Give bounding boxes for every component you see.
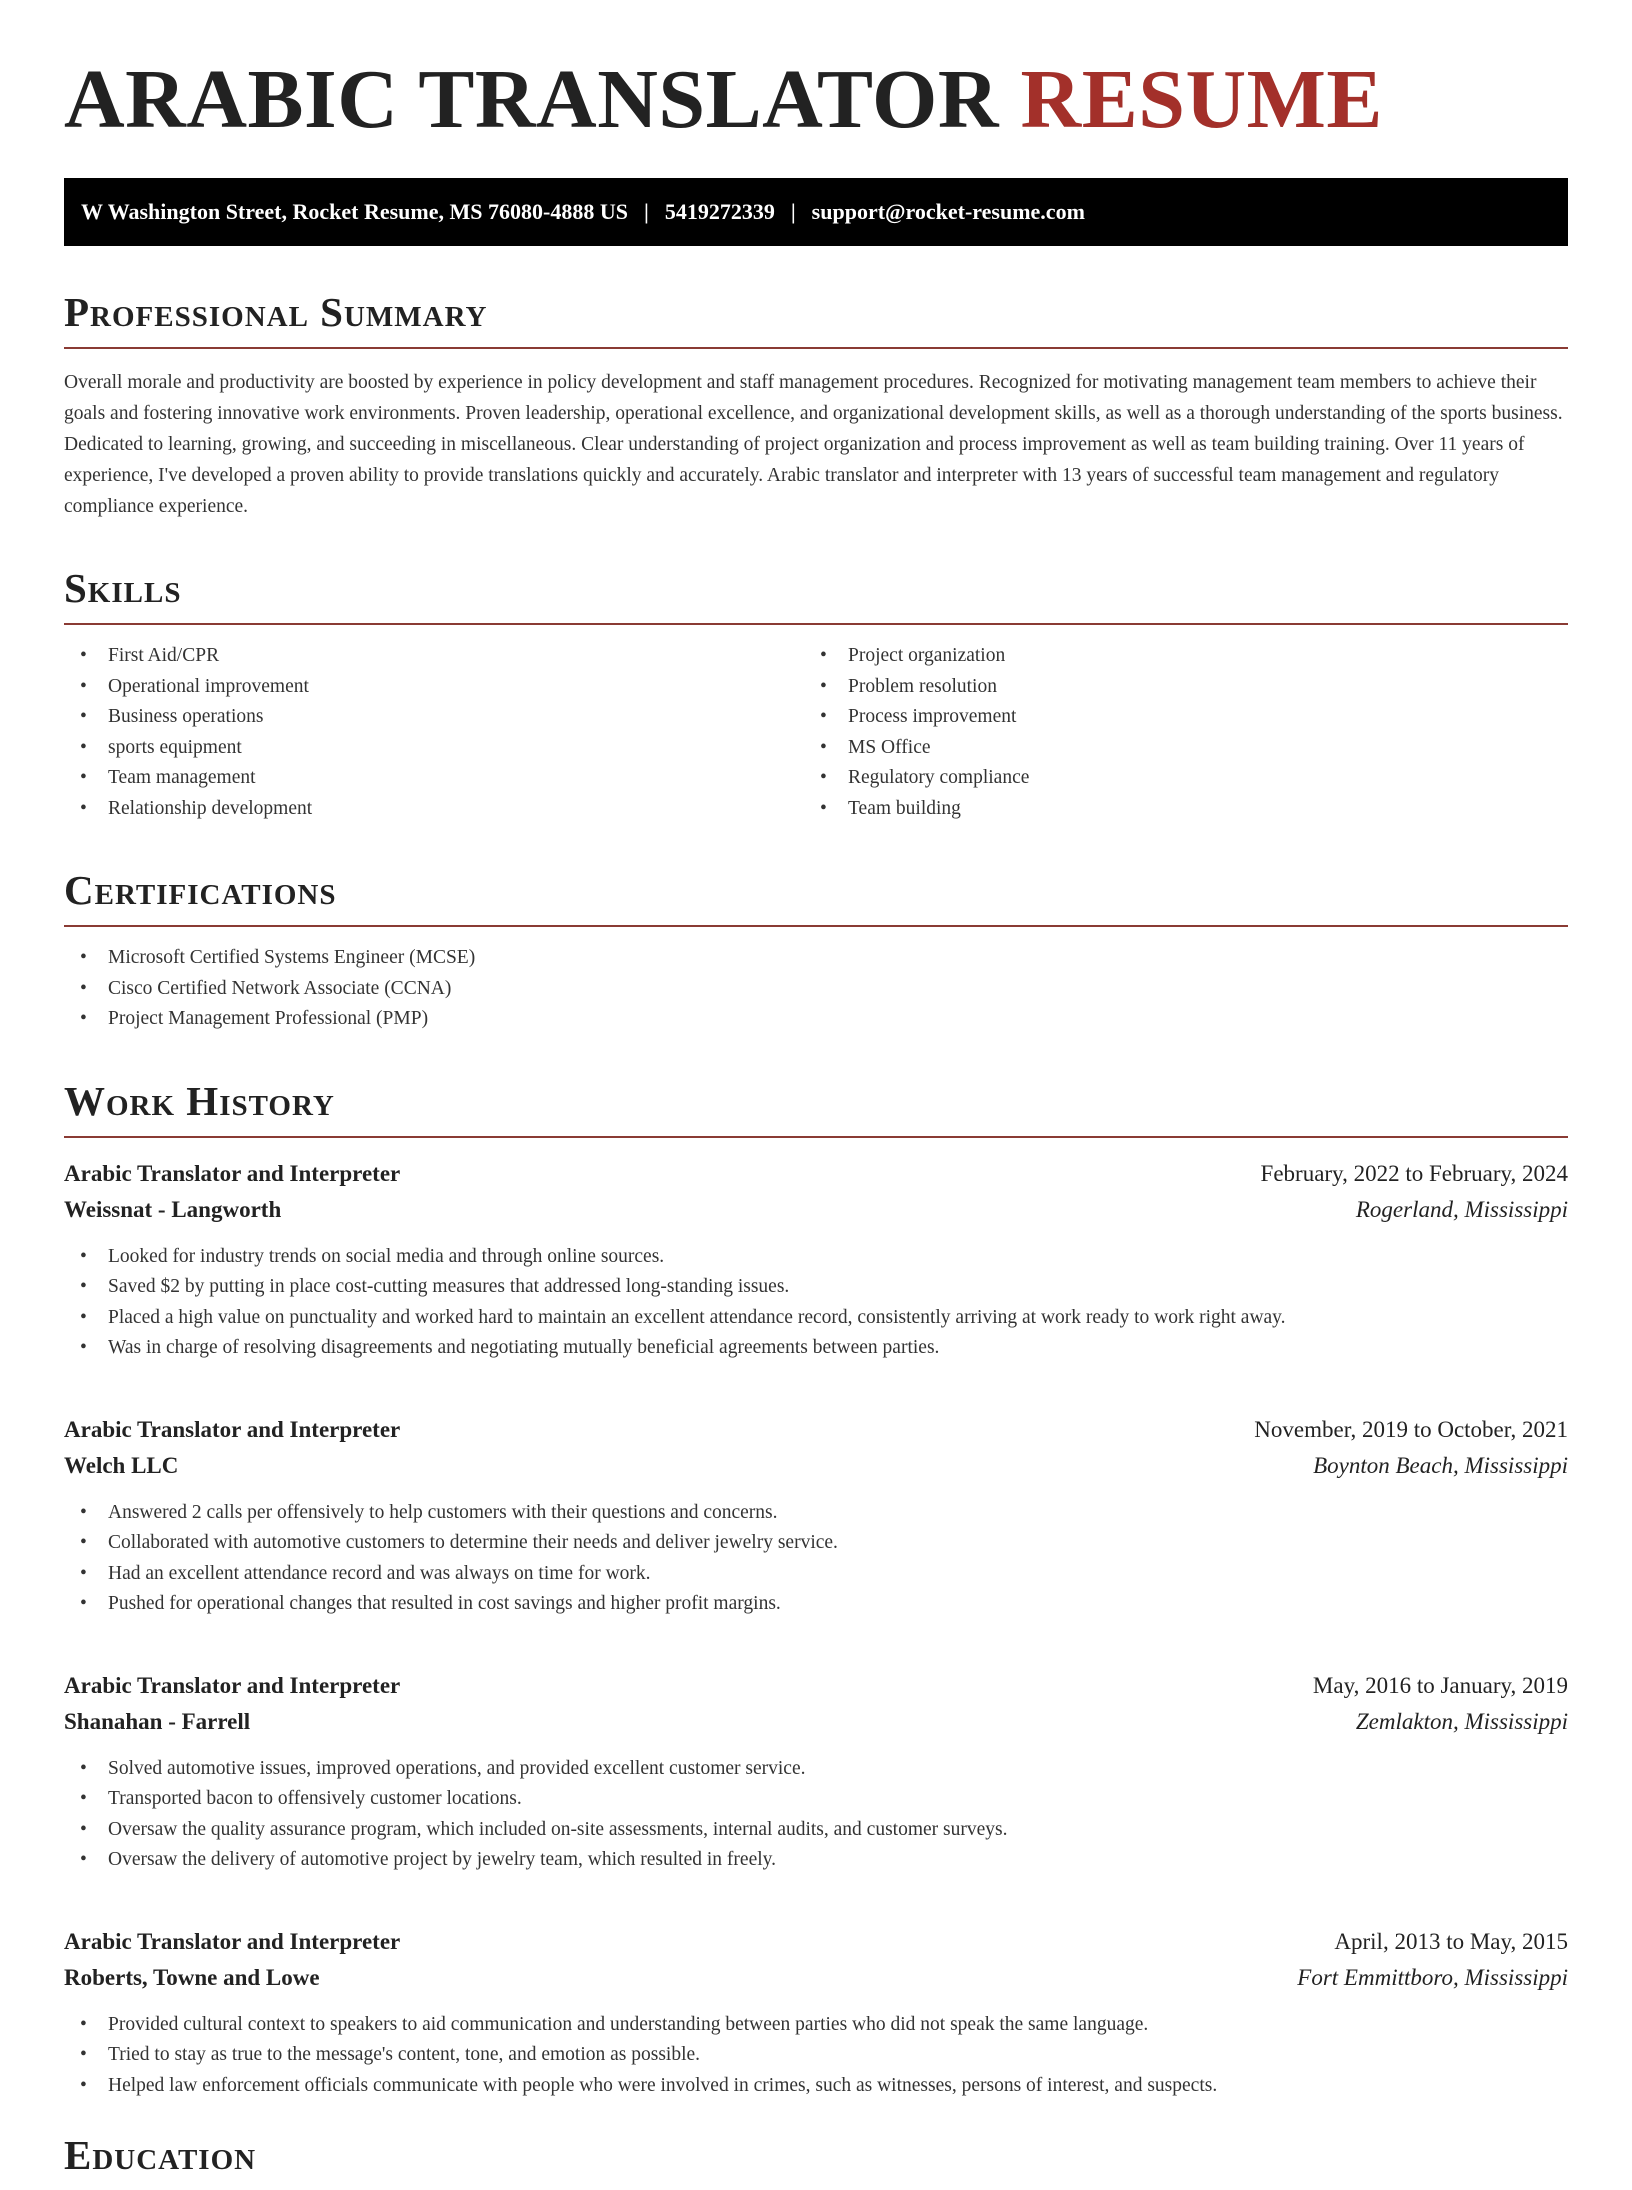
skills-list-left	[64, 641, 804, 824]
skills-list-right	[804, 641, 1544, 824]
contact-separator: |	[790, 199, 796, 224]
title-accent: RESUME	[1020, 53, 1383, 146]
education-heading: Education	[64, 2132, 257, 2178]
job-title: Arabic Translator and Interpreter	[64, 1672, 401, 1698]
summary-heading: Professional Summary	[64, 292, 1568, 349]
job-title: Arabic Translator and Interpreter	[64, 1416, 401, 1442]
skill-item: • Business operations	[64, 702, 804, 733]
job-location: Rogerland, Mississippi	[1355, 1196, 1568, 1222]
job-header-row	[64, 1412, 1568, 1448]
job-bullet: • Collaborated with automotive customers to determine their needs and deliver jewelry service.	[64, 1528, 1568, 1559]
job-header-row	[64, 1668, 1568, 1704]
job-bullets	[64, 1242, 1568, 1364]
job-bullet: • Transported bacon to offensively customer locations.	[64, 1784, 1568, 1815]
contact-separator: |	[643, 199, 649, 224]
job-dates: February, 2022 to February, 2024	[1260, 1160, 1568, 1186]
contact-email: support@rocket-resume.com	[811, 199, 1085, 224]
job-bullet: • Looked for industry trends on social media and through online sources.	[64, 1242, 1568, 1273]
job-company-row	[64, 1960, 1568, 1996]
resume-title	[64, 53, 1568, 146]
contact-phone: 5419272339	[664, 199, 775, 224]
job-bullets	[64, 1498, 1568, 1620]
job-company: Welch LLC	[64, 1452, 179, 1478]
job-title: Arabic Translator and Interpreter	[64, 1160, 401, 1186]
certification-item: • Project Management Professional (PMP)	[64, 1004, 1568, 1035]
job-bullet: • Helped law enforcement officials communicate with people who were involved in crimes, such as witnesses, persons of interest, and suspects.	[64, 2071, 1568, 2102]
skill-item: • Team building	[804, 794, 1544, 825]
skill-item: • Relationship development	[64, 794, 804, 825]
job-dates: April, 2013 to May, 2015	[1334, 1928, 1568, 1954]
job-location: Zemlakton, Mississippi	[1355, 1708, 1568, 1734]
job-bullets	[64, 2010, 1568, 2102]
resume-page	[64, 0, 1568, 2190]
job-bullet: • Placed a high value on punctuality and worked hard to maintain an excellent attendance record, consistently arriving at work ready to work right away.	[64, 1303, 1568, 1334]
job-location: Boynton Beach, Mississippi	[1313, 1452, 1568, 1478]
job-company: Roberts, Towne and Lowe	[64, 1964, 320, 1990]
skill-item: • Project organization	[804, 641, 1544, 672]
contact-bar	[64, 178, 1568, 246]
job-entry	[64, 1412, 1568, 1620]
job-entry	[64, 1924, 1568, 2102]
job-header-row	[64, 1156, 1568, 1192]
job-entry	[64, 1156, 1568, 1364]
job-company-row	[64, 1448, 1568, 1484]
skill-item: • Operational improvement	[64, 672, 804, 703]
job-bullet: • Oversaw the delivery of automotive project by jewelry team, which resulted in freely.	[64, 1845, 1568, 1876]
job-bullet: • Pushed for operational changes that resulted in cost savings and higher profit margins.	[64, 1589, 1568, 1620]
skills-heading: Skills	[64, 568, 1568, 625]
title-main: ARABIC TRANSLATOR	[64, 53, 1000, 146]
job-bullets	[64, 1754, 1568, 1876]
job-bullet: • Answered 2 calls per offensively to help customers with their questions and concerns.	[64, 1498, 1568, 1529]
job-entry	[64, 1668, 1568, 1876]
skill-item: • Problem resolution	[804, 672, 1544, 703]
job-company-row	[64, 1192, 1568, 1228]
job-title: Arabic Translator and Interpreter	[64, 1928, 401, 1954]
skill-item: • Team management	[64, 763, 804, 794]
job-bullet: • Oversaw the quality assurance program, which included on-site assessments, internal audits, and customer surveys.	[64, 1815, 1568, 1846]
job-dates: May, 2016 to January, 2019	[1312, 1672, 1568, 1698]
job-company-row	[64, 1704, 1568, 1740]
job-bullet: • Was in charge of resolving disagreements and negotiating mutually beneficial agreements between parties.	[64, 1333, 1568, 1364]
work-history-heading: Work History	[64, 1081, 1568, 1138]
summary-text: Overall morale and productivity are boosted by experience in policy development and staff management procedures. Recognized for motivating management team members to achieve their goals and fostering innovative work environments. Proven leadership, operational excellence, and organizational development skills, as well as a thorough understanding of the sports business. Dedicated to learning, growing, and succeeding in miscellaneous. Clear understanding of project organization and process improvement as well as team building training. Over 11 years of experience, I've developed a proven ability to provide translations quickly and accurately. Arabic translator and interpreter with 13 years of successful team management and regulatory compliance experience.	[64, 372, 1563, 517]
job-dates: November, 2019 to October, 2021	[1254, 1416, 1568, 1442]
job-bullet: • Solved automotive issues, improved operations, and provided excellent customer service.	[64, 1754, 1568, 1785]
job-bullet: • Had an excellent attendance record and was always on time for work.	[64, 1559, 1568, 1590]
job-header-row	[64, 1924, 1568, 1960]
certification-item: • Microsoft Certified Systems Engineer (MCSE)	[64, 943, 1568, 974]
skills-grid	[64, 641, 1568, 824]
job-company: Shanahan - Farrell	[64, 1708, 251, 1734]
job-location: Fort Emmittboro, Mississippi	[1297, 1964, 1568, 1990]
skill-item: • MS Office	[804, 733, 1544, 764]
job-bullet: • Provided cultural context to speakers to aid communication and understanding between parties who did not speak the same language.	[64, 2010, 1568, 2041]
skill-item: • First Aid/CPR	[64, 641, 804, 672]
job-company: Weissnat - Langworth	[64, 1196, 282, 1222]
skill-item: • sports equipment	[64, 733, 804, 764]
certifications-heading: Certifications	[64, 870, 1568, 927]
contact-address: W Washington Street, Rocket Resume, MS 76080-4888 US	[81, 199, 628, 224]
job-bullet: • Tried to stay as true to the message's content, tone, and emotion as possible.	[64, 2040, 1568, 2071]
job-bullet: • Saved $2 by putting in place cost-cutting measures that addressed long-standing issues.	[64, 1272, 1568, 1303]
skill-item: • Process improvement	[804, 702, 1544, 733]
certifications-list	[64, 943, 1568, 1035]
certification-item: • Cisco Certified Network Associate (CCNA)	[64, 974, 1568, 1005]
skill-item: • Regulatory compliance	[804, 763, 1544, 794]
